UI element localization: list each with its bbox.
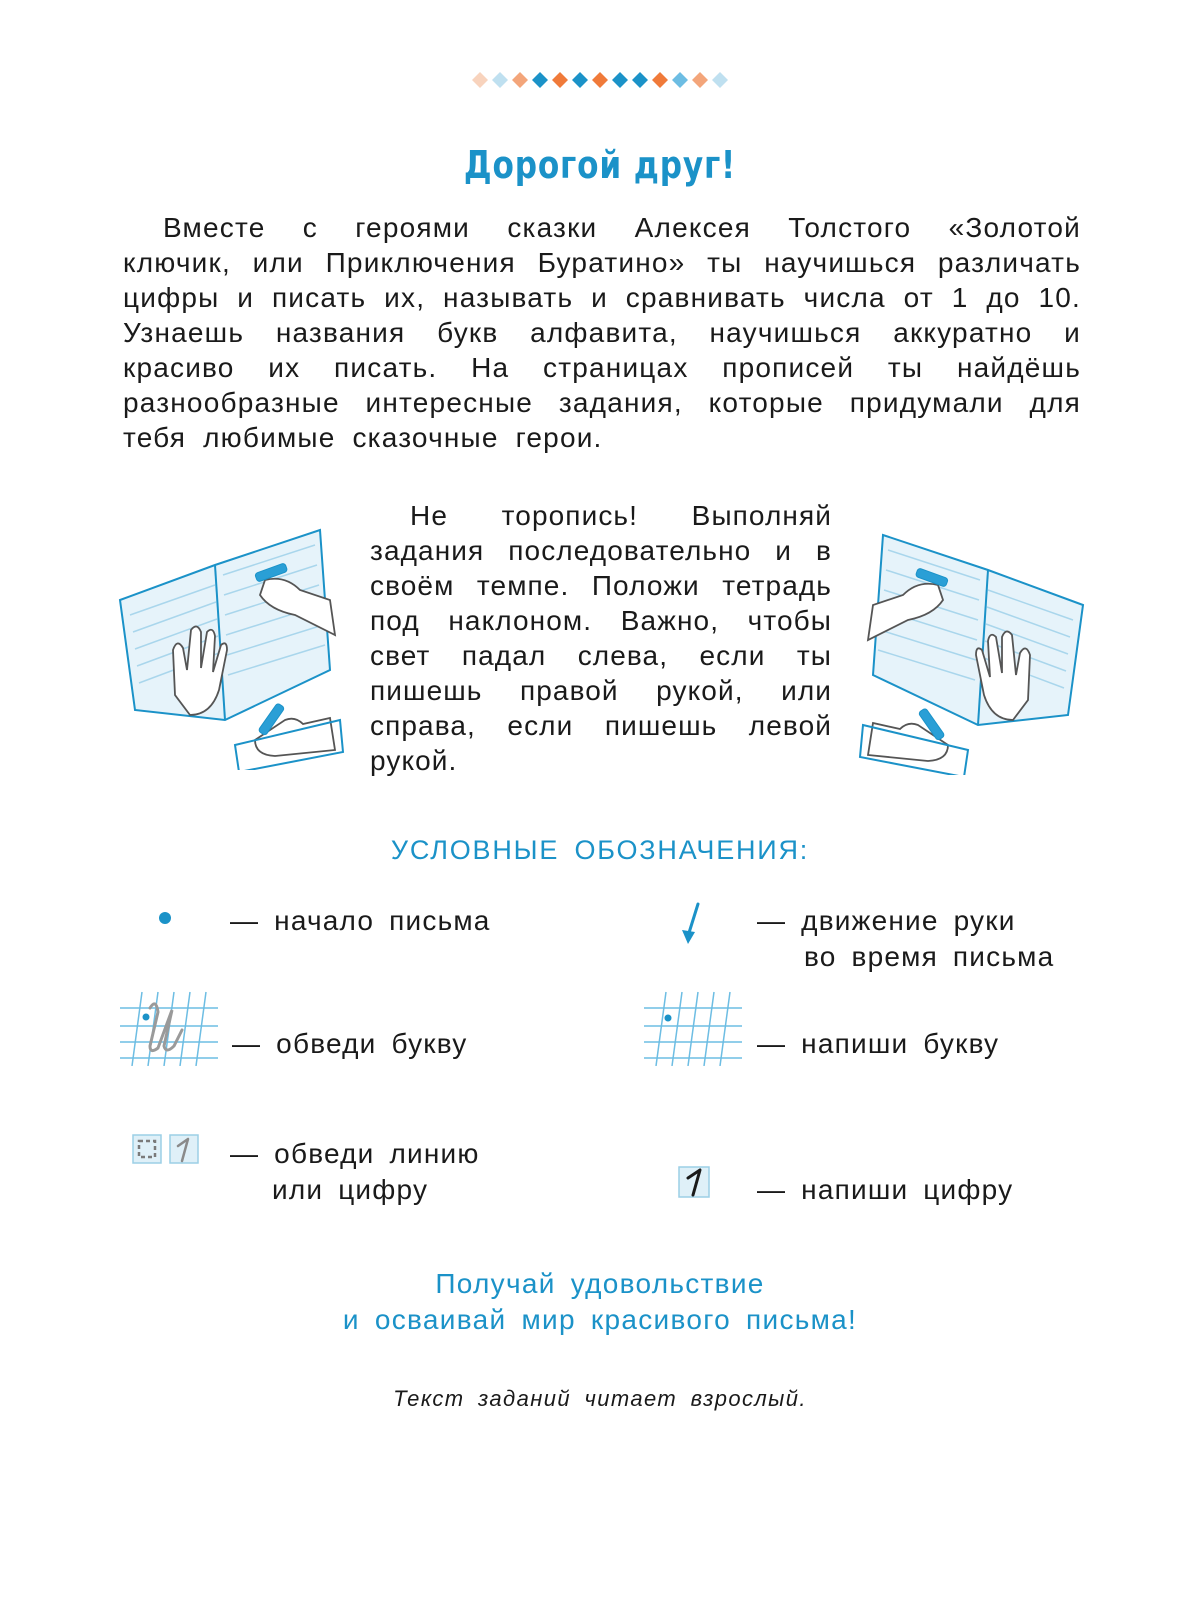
legend-trace-line-label-line2: или цифру (272, 1174, 429, 1205)
legend-trace-line-label: — обведи линию (230, 1138, 480, 1169)
closing-line-2: и осваивай мир красивого письма! (342, 1304, 858, 1335)
legend-heading: УСЛОВНЫЕ ОБОЗНАЧЕНИЯ: (390, 835, 810, 865)
page-title: Дорогой друг! (463, 143, 737, 187)
diamond-ornament-icon (470, 66, 734, 94)
legend-trace-letter-label: — обведи букву (232, 1028, 468, 1059)
legend-write-letter-label: — напиши букву (757, 1028, 1000, 1059)
notebook-left-hand-illustration (858, 525, 1088, 775)
legend-write-digit-label: — напиши цифру (757, 1174, 1014, 1205)
advice-paragraph: Не торопись! Выполняй задания последовательно и в своём темпе. Положи тетрадь под наклоном. Важно, чтобы свет падал слева, если ты пишешь правой рукой, или справа, если пишешь левой рукой. (370, 500, 832, 776)
start-dot-icon (157, 910, 173, 926)
notebook-right-hand-illustration (115, 520, 345, 770)
legend-start-label: — начало письма (230, 905, 491, 936)
hand-movement-arrow-icon (676, 900, 706, 946)
footnote: Текст заданий читает взрослый. (393, 1386, 807, 1411)
write-letter-grid-icon (644, 990, 742, 1066)
intro-paragraph: Вместе с героями сказки Алексея Толстого «Золотой ключик, или Приключения Буратино» ты научишься различать цифры и писать их, называть и сравнивать числа от 1 до 10. Узнаешь названия букв алфавита, научишься аккуратно и красиво их писать. На страницах прописей ты найдёшь разнообразные интересные задания, которые придумали для тебя любимые сказочные герои. (123, 212, 1081, 453)
closing-line-1: Получай удовольствие (435, 1268, 765, 1299)
trace-line-digit-icon (130, 1132, 202, 1166)
write-digit-icon (676, 1164, 712, 1200)
trace-letter-grid-icon (120, 990, 218, 1066)
legend-movement-label-line2: во время письма (804, 941, 1055, 972)
closing-message (0, 1266, 1200, 1338)
legend-movement-label: — движение руки (757, 905, 1016, 936)
